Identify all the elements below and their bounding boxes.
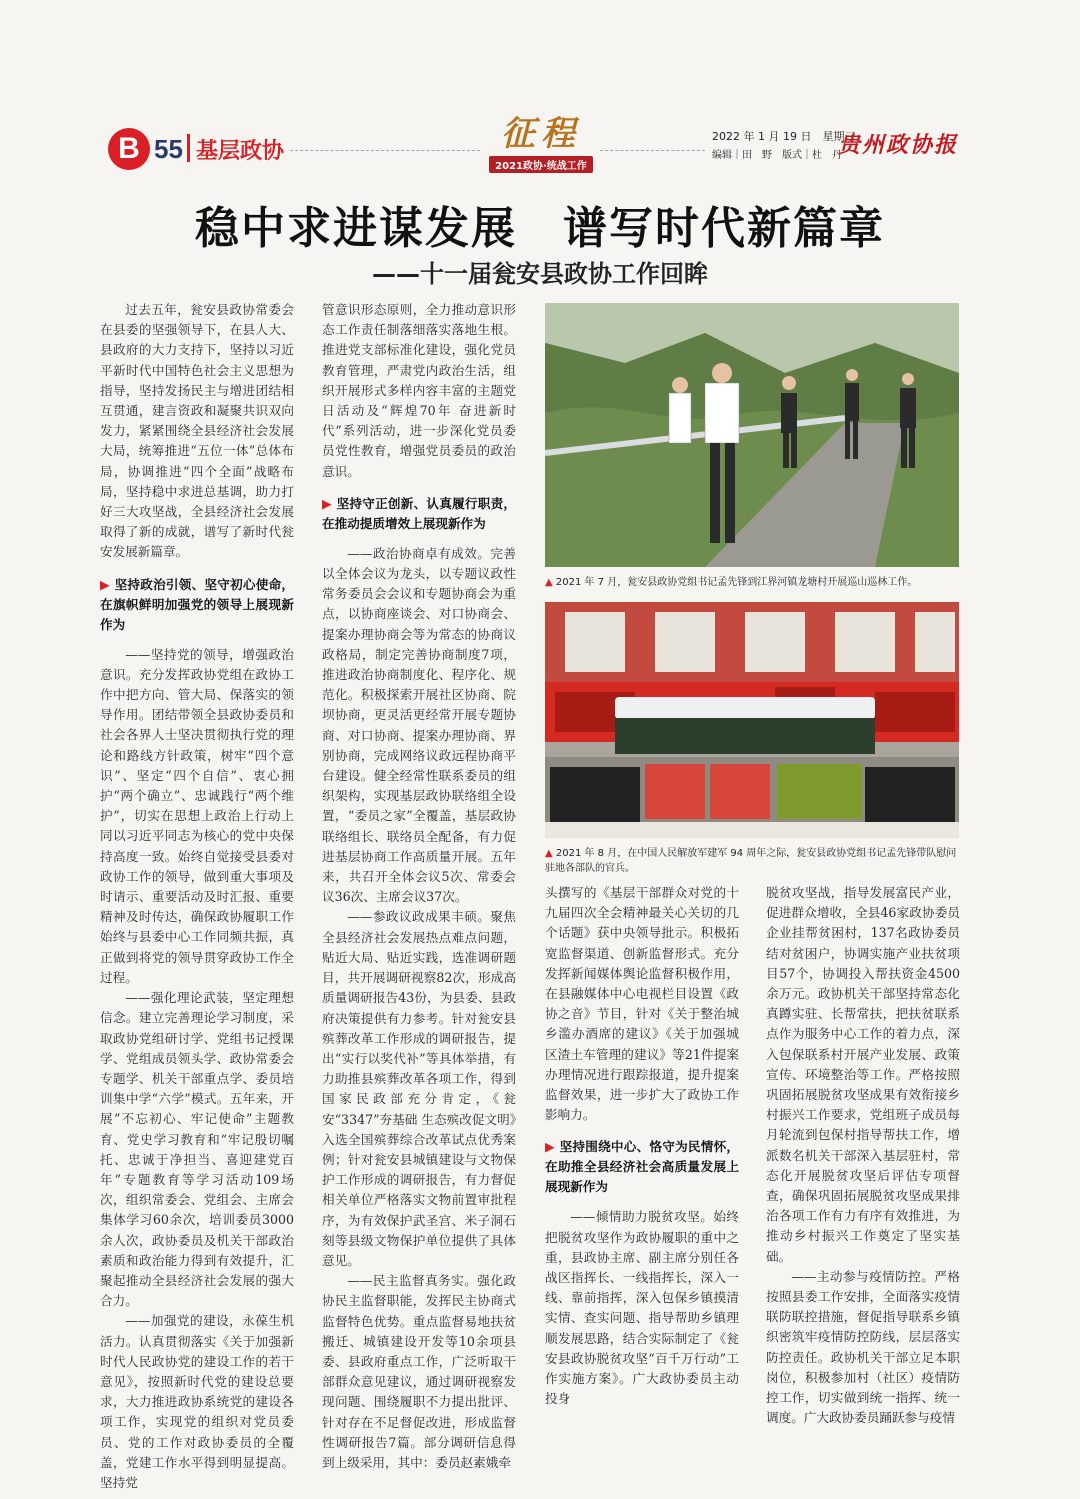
section-heading: ▶ 坚持政治引领、坚守初心使命，在旗帜鲜明加强党的领导上展现新作为 [100, 576, 295, 632]
photo-caption-1: ▲ 2021 年 7 月，瓮安县政协党组书记孟先锋到江界河镇龙塘村开展巡山巡林工作。 [545, 577, 918, 588]
text-column-3 [545, 883, 739, 1409]
section-heading: ▶ 坚持围绕中心、恪守为民情怀，在助推全县经济社会高质量发展上展现新作为 [545, 1139, 740, 1195]
page-header [0, 112, 1080, 172]
paragraph: ——强化理论武装，坚定理想信念。建立完善理论学习制度，采取政协党组研讨学、党组书记授课学、党组成员领头学、政协常委会专题学、机关干部重点学、委员培训集中学“六学”模式。五年来，开展“不忘初心、牢记使命”主题教育、党史学习教育和“牢记殷切嘱托、忠诚于净担当、喜迎建党百年”专题教育等学习活动109场次，组织常委会、党组会、主席会集体学习60余次，培训委员3000余人次，政协委员及机关干部政治素质和政治能力得到有效提升，汇聚起推动全县经济社会发展的强大合力。 [100, 990, 294, 1309]
paragraph: ——倾情助力脱贫攻坚。始终把脱贫攻坚作为政协履职的重中之重，县政协主席、副主席分别任各战区指挥长、一线指挥长，深入一线、靠前指挥，深入包保乡镇摸清实情、查实问题、指导帮助乡镇理顺发展思路，结合实际制定了《瓮安县政协脱贫攻坚“百千万行动”工作实施方案》。广大政协委员主动投身 [545, 1209, 739, 1407]
newspaper-name: 贵州政协报 [838, 132, 959, 158]
photo-caption-2: ▲ 2021 年 8 月，在中国人民解放军建军 94 周年之际，瓮安县政协党组书记孟先锋带队慰问驻地各部队的官兵。 [545, 848, 957, 874]
triangle-up-icon: ▲ [545, 848, 556, 859]
header-rule-left [290, 150, 480, 152]
photo-mountain-patrol [545, 303, 959, 567]
paragraph: ——坚持党的领导，增强政治意识。充分发挥政协党组在政协工作中把方向、管大局、保落实的领导作用。团结带领全县政协委员和社会各界人士坚决贯彻执行党的理论和路线方针政策，树牢“四个意识”、坚定“四个自信”、衷心拥护“两个确立”、忠诚践行“两个维护”，切实在思想上政治上行动上同以习近平同志为核心的党中央保持高度一致。始终自觉接受县委对政协工作的领导，做到重大事项及时请示、重要活动及时汇报、重要精神及时传达，确保政协履职工作始终与县委中心工作同频共振，真正做到将党的领导贯穿政协工作全过程。 [100, 646, 294, 985]
paragraph: ——主动参与疫情防控。严格按照县委工作安排，全面落实疫情联防联控措施，督促指导联系乡镇织密筑牢疫情防控防线，层层落实防控责任。政协机关干部立足本职岗位，积极参加村（社区）疫情防控工作，切实做到统一指挥、统一调度。广大政协委员踊跃参与疫情 [766, 1268, 960, 1426]
triangle-up-icon: ▲ [545, 577, 556, 588]
paragraph: 头撰写的《基层干部群众对党的十九届四次全会精神最关心关切的几个话题》获中央领导批示。积极拓宽监督渠道、创新监督形式。充分发挥新闻媒体舆论监督积极作用，在县融媒体中心电视栏目设置《政协之音》节目，针对《关于整治城乡滥办酒席的建议》《关于加强城区渣土车管理的建议》等21件提案办理情况进行跟踪报道，提升提案监督效果，进一步扩大了政协工作影响力。 [545, 885, 739, 1123]
section-title: 基层政协 [196, 139, 285, 164]
paragraph: ——民主监督真务实。强化政协民主监督职能，发挥民主协商式监督特色优势。重点监督易地扶贫搬迁、城镇建设开发等10余项县委、县政府重点工作，广泛听取干部群众意见建议，通过调研视察发现问题、围绕履职不力提出批评、针对存在不足督促改进，形成监督性调研报告7篇。部分调研信息得到上级采用，其中：委员赵素娥牵 [322, 1273, 516, 1470]
issue-date: 2022 年 1 月 19 日 星期三 [712, 130, 856, 143]
paragraph: 脱贫攻坚战，指导发展富民产业，促进群众增收，全县46家政协委员企业挂帮贫困村，137名政协委员结对贫困户，协调实施产业扶贫项目57个，协调投入帮扶资金4500余万元。政协机关干部坚持常态化真蹲实驻、长帮常扶，把扶贫联系点作为服务中心工作的着力点，深入包保联系村开展产业发展、政策宣传、环境整治等工作。严格按照巩固拓展脱贫攻坚成果有效衔接乡村振兴工作要求，党组班子成员每月轮流到包保村指导帮扶工作，增派数名机关干部深入基层驻村，常态化开展脱贫攻坚后评估专项督查，确保巩固拓展脱贫攻坚成果排治各项工作有力有序有效推进，为推动乡村振兴工作奠定了坚实基础。 [766, 885, 960, 1264]
masthead-subtitle: 2021政协·统战工作 [489, 156, 593, 173]
paragraph: ——政治协商卓有成效。完善以全体会议为龙头，以专题议政性常务委员会会议和专题协商会为重点，以协商座谈会、对口协商会、提案办理协商会等为常态的协商议政格局，制定完善协商制度7项，推进政治协商制度化、程序化、规范化。积极探索开展社区协商、院坝协商，更灵活更经常开展专题协商、对口协商、提案办理协商、界别协商，完成网络议政远程协商平台建设。健全经常性联系委员的组织架构，实现基层政协联络组全设置，“委员之家”全覆盖，基层政协联络组长、联络员全配备，有力促进基层协商工作高质量开展。五年来，共召开全体会议5次、常委会议36次、主席会议37次。 [322, 545, 516, 905]
section-badge: B [108, 128, 150, 170]
editor-credits: 编辑｜田 野 版式｜杜 丹 [712, 150, 842, 161]
text-column-2 [322, 300, 516, 1473]
page-number: 55 [154, 134, 183, 164]
triangle-bullet-icon: ▶ [545, 1139, 560, 1155]
paragraph: 过去五年，瓮安县政协常委会在县委的坚强领导下，在县人大、县政府的大力支持下，坚持以习近平新时代中国特色社会主义思想为指导，坚持发扬民主与增进团结相互贯通，建言资政和凝聚共识双向发力，紧紧围绕全县经济社会发展大局，统筹推进“五位一体”总体布局，协调推进“四个全面”战略布局，坚持稳中求进总基调，助力打好三大攻坚战，全县经济社会发展取得了新的成就，谱写了新时代瓮安发展新篇章。 [100, 302, 294, 560]
header-rule-right [600, 150, 705, 152]
triangle-bullet-icon: ▶ [100, 576, 115, 592]
header-divider [187, 134, 190, 162]
paragraph: 管意识形态原则，全力推动意识形态工作责任制落细落实落地生根。推进党支部标准化建设，强化党员教育管理，严肃党内政治生活，组织开展形式多样内容丰富的主题党日活动及“辉煌70年 奋进新时代”系列活动，进一步深化党员委员党性教育，增强党员委员的政治意识。 [322, 302, 516, 479]
masthead-title: 征程 [501, 114, 581, 154]
photo-army-visit-image [545, 602, 959, 838]
article-subheadline: ——十一届瓮安县政协工作回眸 [372, 260, 708, 288]
paragraph: ——参政议政成果丰硕。聚焦全县经济社会发展热点难点问题，贴近大局、贴近实践，选准调研题目，共开展调研视察82次，形成高质量调研报告43份，为县委、县政府决策提供有力参考。针对瓮安县殡葬改革工作形成的调研报告，提出“实行以奖代补”等具体举措，有力助推县殡葬改革各项工作，得到国家民政部充分肯定，《瓮安“3347”夯基础 生态殡改促文明》入选全国殡葬综合改革试点优秀案例；针对瓮安县城镇建设与文物保护工作形成的调研报告，有力督促相关单位严格落实文物前置审批程序，为有效保护武圣宫、米子洞石刻等县级文物保护单位提供了具体意见。 [322, 909, 516, 1268]
text-column-1 [100, 300, 294, 1493]
triangle-bullet-icon: ▶ [322, 495, 337, 511]
article-headline: 稳中求进谋发展 谱写时代新篇章 [195, 203, 885, 254]
photo-mountain-patrol-image [545, 303, 959, 567]
photo-army-visit [545, 602, 959, 838]
section-heading: ▶ 坚持守正创新、认真履行职责，在推动提质增效上展现新作为 [322, 495, 517, 531]
masthead [482, 114, 600, 173]
text-column-4 [766, 883, 960, 1428]
paragraph: ——加强党的建设，永葆生机活力。认真贯彻落实《关于加强新时代人民政协党的建设工作的若干意见》，按照新时代党的建设总要求，大力推进政协系统党的建设各项工作，实现党的组织对党员委员、党的工作对政协委员的全覆盖，党建工作水平得到明显提高。坚持党 [100, 1313, 294, 1490]
